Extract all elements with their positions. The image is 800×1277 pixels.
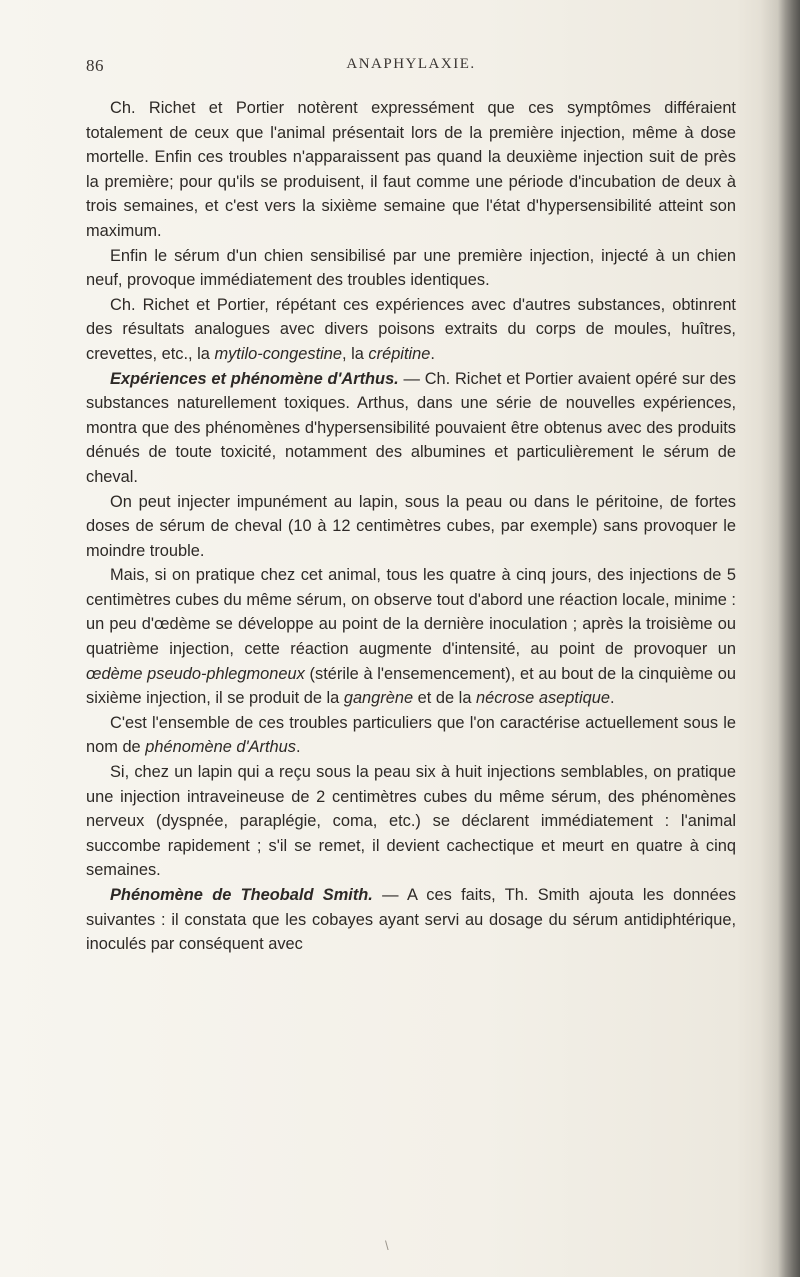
paragraph-2 bbox=[86, 244, 736, 293]
page-header bbox=[86, 56, 736, 80]
term-mytilo-congestine: mytilo-congestine bbox=[214, 344, 342, 363]
paragraph-6-text-before: Mais, si on pratique chez cet animal, tous les quatre à cinq jours, des injections de 5 centimètres cubes du même sérum, on observe tout d'abord une réaction locale, minime : un peu d'œdème se développe au point de la dernière inoculation ; après la troisième ou quatrième injection, cette réaction augmente d'intensité, au point de provoquer un bbox=[86, 566, 736, 659]
paragraph-1 bbox=[86, 96, 736, 244]
body-text bbox=[86, 96, 736, 957]
running-head: ANAPHYLAXIE. bbox=[346, 56, 476, 72]
paragraph-9 bbox=[86, 883, 736, 957]
term-oedeme: œdème pseudo-phlegmoneux bbox=[86, 664, 305, 683]
page-number: 86 bbox=[86, 56, 104, 75]
subhead-arthus: Expériences et phénomène d'Arthus. bbox=[110, 369, 399, 388]
paragraph-7-text-before: C'est l'ensemble de ces troubles particuliers que l'on caractérise actuellement sous le nom de bbox=[86, 713, 736, 757]
paragraph-5-text: On peut injecter impunément au lapin, sous la peau ou dans le péritoine, de fortes doses de sérum de cheval (10 à 12 centimètres cubes, par exemple) sans provoquer le moindre trouble. bbox=[86, 492, 736, 560]
paragraph-4-text: — Ch. Richet et Portier avaient opéré sur des substances naturellement toxiques. Arthus, dans une série de nouvelles expériences, montra que des phénomènes d'hypersensibilité pouvaient être obtenus avec des produits dénués de toute toxicité, notamment des albumines et particulièrement le sérum de cheval. bbox=[86, 369, 736, 486]
subhead-theobald-smith: Phénomène de Theobald Smith. bbox=[110, 886, 373, 904]
paragraph-5 bbox=[86, 490, 736, 564]
term-phenomene-arthus: phénomène d'Arthus bbox=[145, 738, 296, 757]
paragraph-1-text: Ch. Richet et Portier notèrent expressément que ces symptômes différaient totalement de ceux que l'animal présentait lors de la première injection, même à dose mortelle. Enfin ces troubles n'apparaissent pas quand la deuxième injection suit de près la première; pour qu'ils se produisent, il faut comme une période d'incubation de deux à trois semaines, et c'est vers la sixième semaine que l'état d'hypersensibilité atteint son maximum. bbox=[86, 99, 736, 240]
paragraph-3-text-after: . bbox=[430, 344, 435, 363]
paragraph-6-text-middle: (stérile à l'ensemencement), et au bout de la cinquième ou sixième injection, il se produit de la bbox=[86, 664, 736, 708]
paragraph-8 bbox=[86, 760, 736, 883]
term-necrose: nécrose aseptique bbox=[475, 689, 610, 708]
paragraph-4 bbox=[86, 367, 736, 490]
paragraph-6-text-middle-2: et de la bbox=[413, 689, 476, 708]
paragraph-8-text: Si, chez un lapin qui a reçu sous la peau six à huit injections semblables, on pratique une injection intraveineuse de 2 centimètres cubes du même sérum, des phénomènes nerveux (dyspnée, paraplégie, coma, etc.) se déclarent immédiatement : l'animal succombe rapidement ; s'il se remet, il devient cachectique et meurt en quatre à cinq semaines. bbox=[86, 763, 736, 880]
paragraph-7-text-after: . bbox=[295, 738, 301, 757]
paragraph-6 bbox=[86, 563, 736, 711]
footer-mark: \ bbox=[385, 1238, 389, 1253]
paragraph-9-text: — A ces faits, Th. Smith ajouta les données suivantes : il constata que les cobayes ayant servi au dosage du sérum antidiphtérique, inoculés par conséquent avec bbox=[86, 886, 737, 954]
term-gangrene: gangrène bbox=[343, 689, 414, 708]
paragraph-3-text-before: Ch. Richet et Portier, répétant ces expériences avec d'autres substances, obtinrent des résultats analogues avec divers poisons extraits du corps de moules, huîtres, crevettes, etc., la bbox=[86, 295, 736, 363]
page-edge bbox=[778, 0, 800, 1277]
paragraph-6-text-after: . bbox=[609, 689, 615, 708]
binding-shadow bbox=[760, 0, 778, 1277]
paragraph-3-text-middle: , la bbox=[342, 344, 369, 363]
term-crepitine: crépitine bbox=[368, 344, 431, 363]
paragraph-3 bbox=[86, 293, 736, 367]
paragraph-7 bbox=[86, 711, 736, 760]
paragraph-2-text: Enfin le sérum d'un chien sensibilisé par une première injection, injecté à un chien neuf, provoque immédiatement des troubles identiques. bbox=[86, 246, 736, 290]
